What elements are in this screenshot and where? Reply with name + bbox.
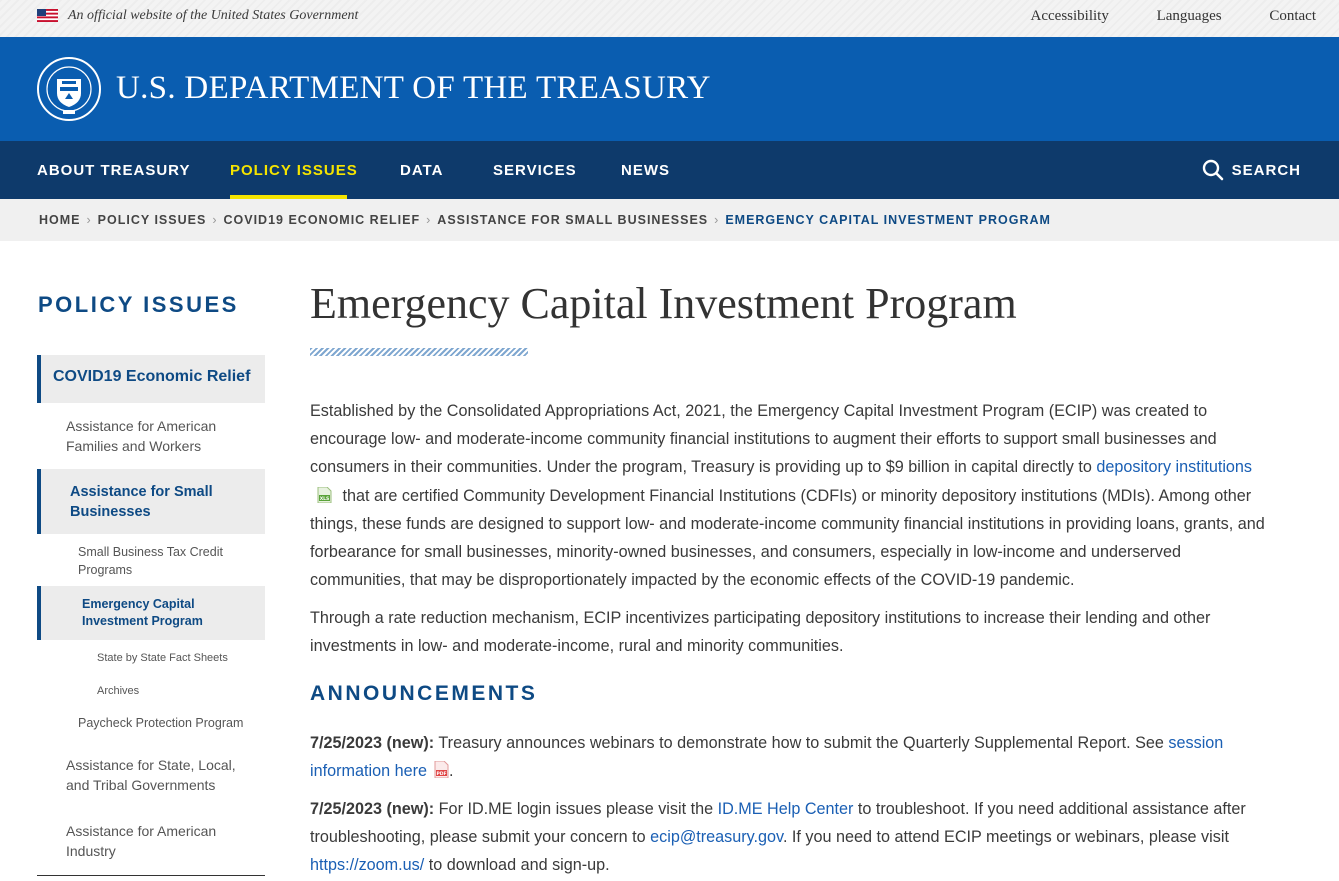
announcement-2 — [310, 795, 1270, 880]
us-flag-icon — [37, 9, 58, 22]
announcement-2-text-b: to troubleshoot. If you need additional assistance after troubleshooting, please submit your concern to — [310, 800, 1246, 847]
sidebar-item-fact-sheets[interactable]: State by State Fact Sheets — [97, 652, 228, 664]
sidebar-item-covid19[interactable] — [37, 355, 265, 403]
sidebar-section-label: COVID19 Economic Relief — [53, 368, 251, 385]
main-nav — [0, 141, 1339, 199]
sidebar-item-small-businesses[interactable] — [37, 469, 265, 534]
svg-text:XLS: XLS — [319, 496, 330, 502]
breadcrumb — [0, 199, 1339, 241]
official-website-text: An official website of the United States Government — [68, 8, 359, 23]
sidebar-item-american-industry[interactable]: Assistance for American Industry — [66, 823, 217, 859]
announcement-1-date: 7/25/2023 (new): — [310, 734, 435, 752]
intro-text-b: that are certified Community Development Financial Institutions (CDFIs) or minority depository institutions (MDIs). Among other things, these funds are designed to support low- and moderate-income community financial institutions in providing loans, grants, and forbearance for small businesses, minority-owned businesses, and consumers, especially in low-income and underserved communities, that may be disproportionately impacted by the economic effects of the COVID-19 pandemic. — [310, 486, 1265, 590]
breadcrumb-separator: › — [86, 213, 92, 227]
intro-text-a: Established by the Consolidated Appropriations Act, 2021, the Emergency Capital Investment Program (ECIP) was created to encourage low- and moderate-income community financial institutions to augment their efforts to support small businesses and consumers in their communities. Under the program, Treasury is providing up to $9 billion in capital directly to — [310, 402, 1217, 477]
nav-news[interactable]: NEWS — [621, 162, 670, 179]
pdf-file-icon — [433, 759, 449, 776]
search-icon — [1202, 159, 1224, 181]
sidebar-item-ecip[interactable] — [37, 586, 265, 640]
breadcrumb-policy-issues[interactable]: POLICY ISSUES — [97, 213, 207, 227]
sidebar-item-label: Assistance for Small Businesses — [70, 484, 213, 520]
breadcrumb-small-businesses[interactable]: ASSISTANCE FOR SMALL BUSINESSES — [437, 213, 709, 227]
session-information-link[interactable]: session information here — [310, 734, 1224, 781]
sidebar-divider — [37, 875, 265, 876]
breadcrumb-home[interactable]: HOME — [39, 213, 81, 227]
nav-services[interactable]: SERVICES — [493, 162, 577, 179]
contact-link[interactable]: Contact — [1269, 8, 1316, 24]
svg-text:PDF: PDF — [436, 772, 447, 778]
sidebar-item-families-workers[interactable]: Assistance for American Families and Workers — [66, 418, 217, 454]
ecip-email-link[interactable]: ecip@treasury.gov — [650, 828, 783, 847]
treasury-seal-icon[interactable] — [37, 57, 101, 121]
zoom-link[interactable]: https://zoom.us/ — [310, 856, 425, 875]
search-button[interactable] — [1202, 159, 1301, 181]
languages-link[interactable]: Languages — [1156, 8, 1222, 24]
sidebar-item-label: Emergency Capital Investment Program — [82, 597, 203, 628]
site-header — [0, 37, 1339, 141]
intro-paragraph — [310, 397, 1270, 594]
sidebar-title: POLICY ISSUES — [38, 292, 239, 317]
accessibility-link[interactable]: Accessibility — [1030, 8, 1109, 24]
rate-reduction-paragraph: Through a rate reduction mechanism, ECIP incentivizes participating depository institutions to increase their lending and other investments in low- and moderate-income, rural and minority communities. — [310, 609, 1211, 656]
title-decoration — [310, 348, 528, 356]
utility-links — [987, 8, 1316, 25]
announcement-2-text-a: For ID.ME login issues please visit the — [438, 800, 714, 818]
announcements-heading: ANNOUNCEMENTS — [310, 682, 538, 705]
depository-institutions-link[interactable]: depository institutions — [1096, 458, 1253, 477]
gov-banner — [0, 0, 1339, 37]
search-label: SEARCH — [1231, 161, 1301, 179]
idme-help-center-link[interactable]: ID.ME Help Center — [717, 800, 854, 818]
announcement-2-text-d: to download and sign-up. — [428, 856, 610, 875]
page-title: Emergency Capital Investment Program — [310, 279, 1017, 328]
nav-data[interactable]: DATA — [400, 162, 444, 179]
breadcrumb-separator: › — [212, 213, 218, 227]
sidebar-item-tax-credit[interactable]: Small Business Tax Credit Programs — [78, 545, 223, 577]
breadcrumb-current: EMERGENCY CAPITAL INVESTMENT PROGRAM — [725, 213, 1051, 227]
nav-policy-issues[interactable]: POLICY ISSUES — [230, 162, 358, 179]
announcement-1-text: Treasury announces webinars to demonstrate how to submit the Quarterly Supplemental Report. See — [438, 734, 1164, 752]
sidebar-item-paycheck-protection[interactable]: Paycheck Protection Program — [78, 716, 244, 730]
breadcrumb-separator: › — [714, 213, 720, 227]
breadcrumb-separator: › — [426, 213, 432, 227]
breadcrumb-covid19[interactable]: COVID19 ECONOMIC RELIEF — [223, 213, 421, 227]
announcement-2-text-c: . If you need to attend ECIP meetings or webinars, please visit — [782, 828, 1229, 847]
department-title[interactable]: U.S. DEPARTMENT OF THE TREASURY — [116, 70, 711, 106]
announcement-2-date: 7/25/2023 (new): — [310, 800, 435, 818]
sidebar-item-archives[interactable]: Archives — [97, 685, 140, 697]
sidebar-item-state-local-tribal[interactable]: Assistance for State, Local, and Tribal Governments — [66, 757, 236, 793]
excel-file-icon — [316, 484, 332, 500]
nav-about-treasury[interactable]: ABOUT TREASURY — [37, 162, 191, 179]
announcement-1: 7/25/2023 (new): Treasury announces webinars to demonstrate how to submit the Quarterly Supplemental Report. See session information here PDF . — [310, 734, 1224, 781]
